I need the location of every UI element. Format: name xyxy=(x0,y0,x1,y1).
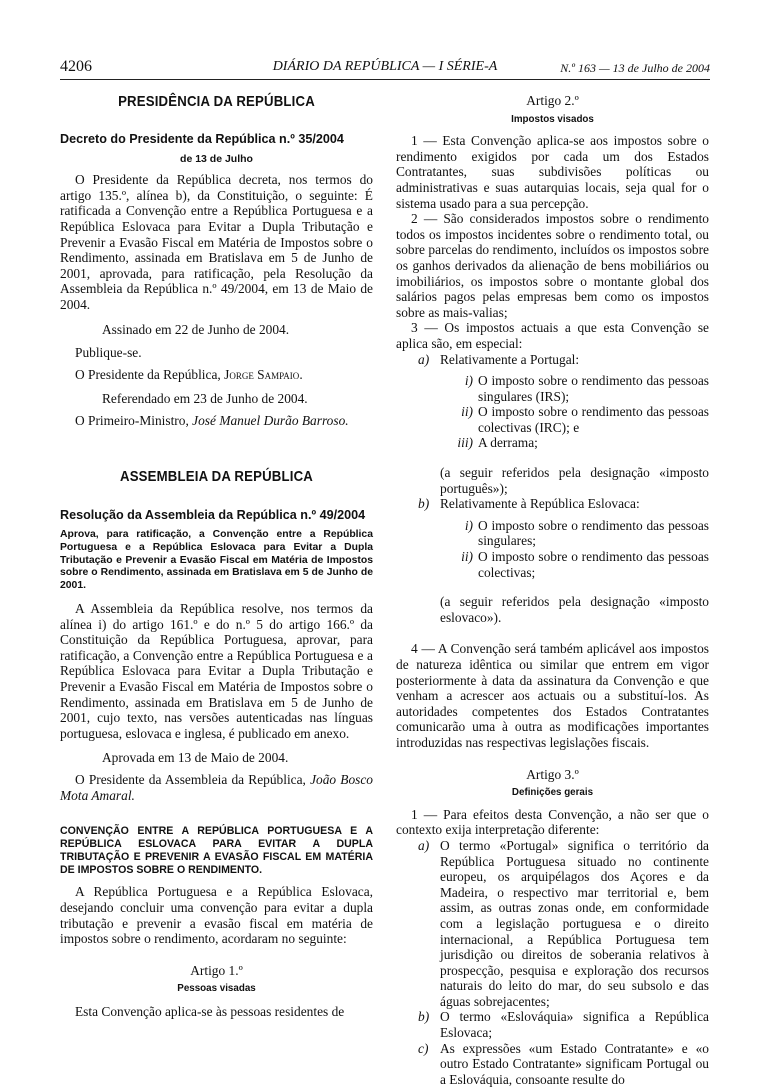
list-item-b xyxy=(396,496,709,512)
list-item-b-i xyxy=(396,518,709,549)
article-1-subtitle: Pessoas visadas xyxy=(177,983,256,995)
resolution-title: Resolução da Assembleia da República n.º 49/2004 xyxy=(60,508,366,523)
article-1-title: Artigo 1.º xyxy=(190,962,243,978)
definition-text-a: O termo «Portugal» significa o território da República Portuguesa situado no continente europeu, os arquipélagos dos Açores e da Madeira, o respectivo mar territorial e, bem assim, as outras zonas onde, em conformidade com a legislação portuguesa e o direito internacional, a República Portuguesa tem jurisdição ou direitos de soberania relativos à prospecção, pesquisa e exploração dos recursos naturais do leito do mar, do seu subsolo e das águas sobrejacentes; xyxy=(440,837,709,1009)
decree-pm-prefix: O Primeiro-Ministro, xyxy=(75,412,193,428)
list-label-b-i: i) xyxy=(464,517,473,533)
decree-date: de 13 de Julho xyxy=(180,152,253,165)
article-2-p3: 3 — Os impostos actuais a que esta Convenção se aplica são, em especial: xyxy=(396,320,709,351)
section-title-presidencia: PRESIDÊNCIA DA REPÚBLICA xyxy=(118,93,315,110)
list-item-b-ii xyxy=(396,549,709,580)
decree-referendado: Referendado em 23 de Junho de 2004. xyxy=(102,391,308,407)
definition-b xyxy=(396,1009,709,1040)
decree-body: O Presidente da República decreta, nos termos do artigo 135.º, alínea b), da Constituição, o seguinte: É ratificada a Convenção entre a República Portuguesa e a República Eslovaca para Evitar a Dupla Tributação e Prevenir a Evasão Fiscal em Matéria de Impostos sobre o Rendimento, assinada em Bratislava em 5 de Junho de 2001, aprovada, para ratificação, pela Resolução da Assembleia da República n.º 49/2004, em 13 de Maio de 2004. xyxy=(60,172,373,312)
list-text-b-ii: O imposto sobre o rendimento das pessoas colectivas; xyxy=(478,549,709,580)
issue-number: N.º 163 — 13 de Julho de 2004 xyxy=(560,61,710,75)
article-3-p1: 1 — Para efeitos desta Convenção, a não ser que o contexto exija interpretação diferente: xyxy=(396,806,709,838)
decree-pm-name: José Manuel Durão Barroso. xyxy=(192,412,349,428)
list-label-b: b) xyxy=(418,496,430,512)
definition-label-b: b) xyxy=(418,1009,430,1025)
article-2-p4: 4 — A Convenção será também aplicável aos impostos de natureza idêntica ou similar que entrem em vigor posteriormente à data da assinatura da Convenção e que venham a acrescer aos actuais ou a substituí-los. As autoridades competentes dos Estados Contratantes comunicarão uma à outra as modificações importantes introduzidas nas respectivas legislações fiscais. xyxy=(396,641,709,750)
list-label-a-iii: iii) xyxy=(457,435,473,451)
list-note-b: (a seguir referidos pela designação «imposto eslovaco»). xyxy=(440,594,709,625)
resolution-approved: Aprovada em 13 de Maio de 2004. xyxy=(102,750,289,766)
resolution-president-prefix: O Presidente da Assembleia da República, xyxy=(75,772,311,788)
convention-preamble: A República Portuguesa e a República Eslovaca, desejando concluir uma convenção para evitar a dupla tributação e prevenir a evasão fiscal em matéria de impostos sobre o rendimento, acordaram no seguinte: xyxy=(60,884,373,947)
list-text-a-ii: O imposto sobre o rendimento das pessoas colectivas (IRC); e xyxy=(478,404,709,435)
list-label-a-i: i) xyxy=(464,373,473,389)
definition-text-c: As expressões «um Estado Contratante» e «o outro Estado Contratante» significam Portugal ou a Eslováquia, consoante resulte do xyxy=(440,1040,709,1087)
article-3-title: Artigo 3.º xyxy=(526,766,579,782)
page-header xyxy=(60,58,710,78)
decree-publish: Publique-se. xyxy=(75,345,142,361)
definition-label-a: a) xyxy=(418,837,430,853)
resolution-president-name: João Bosco Mota Amaral. xyxy=(60,772,373,803)
definition-label-c: c) xyxy=(418,1040,429,1056)
journal-title: DIÁRIO DA REPÚBLICA — I SÉRIE-A xyxy=(272,59,498,74)
convention-title: CONVENÇÃO ENTRE A REPÚBLICA PORTUGUESA E A REPÚBLICA ESLOVACA PARA EVITAR A DUPLA TRIBUTAÇÃO E PREVENIR A EVASÃO FISCAL EM MATÉRIA DE IMPOSTOS SOBRE O RENDIMENTO. xyxy=(60,825,373,876)
list-label-a: a) xyxy=(418,351,430,367)
article-2-p2: 2 — São considerados impostos sobre o rendimento todos os impostos incidentes sobre o rendimento total, ou sobre parcelas do rendimento, incluídos os impostos sobre os ganhos derivados da alienação de bens mobiliários ou imobiliários, os impostos sobre o montante global dos salários pagos pelas empresas bem como os impostos sobre as mais-valias; xyxy=(396,211,709,320)
list-item-a xyxy=(396,352,709,368)
decree-president-prefix: O Presidente da República, xyxy=(75,366,225,382)
page-number: 4206 xyxy=(60,58,92,75)
resolution-president xyxy=(60,772,373,803)
definition-text-b: O termo «Eslováquia» significa a República Eslovaca; xyxy=(440,1009,709,1041)
decree-pm xyxy=(60,413,373,429)
header-rule xyxy=(60,79,710,80)
list-text-a: Relativamente a Portugal: xyxy=(440,351,580,367)
decree-signed: Assinado em 22 de Junho de 2004. xyxy=(102,321,290,337)
list-label-a-ii: ii) xyxy=(461,404,473,420)
list-item-a-ii xyxy=(396,404,709,435)
definition-c xyxy=(396,1041,709,1087)
article-3-subtitle: Definições gerais xyxy=(511,787,594,799)
list-item-a-iii xyxy=(396,435,709,451)
list-item-a-i xyxy=(396,373,709,404)
left-column xyxy=(60,90,373,1020)
decree-title: Decreto do Presidente da República n.º 35/2004 xyxy=(60,131,344,146)
resolution-body: A Assembleia da República resolve, nos termos da alínea i) do artigo 161.º e do n.º 5 do artigo 166.º da Constituição da República Portuguesa, aprovar, para ratificação, a Convenção entre a República Portuguesa e a República Eslovaca para Evitar a Dupla Tributação e Prevenir a Evasão Fiscal em Matéria de Impostos sobre o Rendimento, assinada em Bratislava em 5 de Junho de 2001, cujo texto, nas versões autenticadas nas línguas portuguesa, eslovaca e inglesa, é publicado em anexo. xyxy=(60,601,373,741)
resolution-summary: Aprova, para ratificação, a Convenção entre a República Portuguesa e a República Eslovaca para Evitar a Dupla Tributação e Prevenir a Evasão Fiscal em Matéria de Impostos sobre o Rendimento, assinada em Bratislava em 5 de Junho de 2001. xyxy=(60,529,373,592)
list-text-a-i: O imposto sobre o rendimento das pessoas singulares (IRS); xyxy=(478,373,709,404)
decree-president: O Presidente da República, Jorge Sampaio. xyxy=(75,366,303,382)
decree-president-name: Jorge Sampaio xyxy=(224,366,300,382)
list-text-a-iii: A derrama; xyxy=(478,435,538,451)
article-1-text: Esta Convenção aplica-se às pessoas residentes de xyxy=(75,1003,345,1019)
article-2-title: Artigo 2.º xyxy=(526,93,579,108)
list-note-a: (a seguir referidos pela designação «imposto português»); xyxy=(440,465,709,496)
article-2-subtitle: Impostos visados xyxy=(511,113,594,125)
right-column xyxy=(396,90,709,1087)
list-text-b: Relativamente à República Eslovaca: xyxy=(440,496,640,512)
article-2-p1: 1 — Esta Convenção aplica-se aos impostos sobre o rendimento exigidos por cada um dos Estados Contratantes, suas subdivisões políticas ou administrativas e suas autarquias locais, seja qual for o sistema usado para a sua percepção. xyxy=(396,133,709,211)
definition-a xyxy=(396,838,709,1010)
list-text-b-i: O imposto sobre o rendimento das pessoas singulares; xyxy=(478,517,709,549)
section-title-assembleia: ASSEMBLEIA DA REPÚBLICA xyxy=(119,467,314,485)
list-label-b-ii: ii) xyxy=(461,549,473,565)
